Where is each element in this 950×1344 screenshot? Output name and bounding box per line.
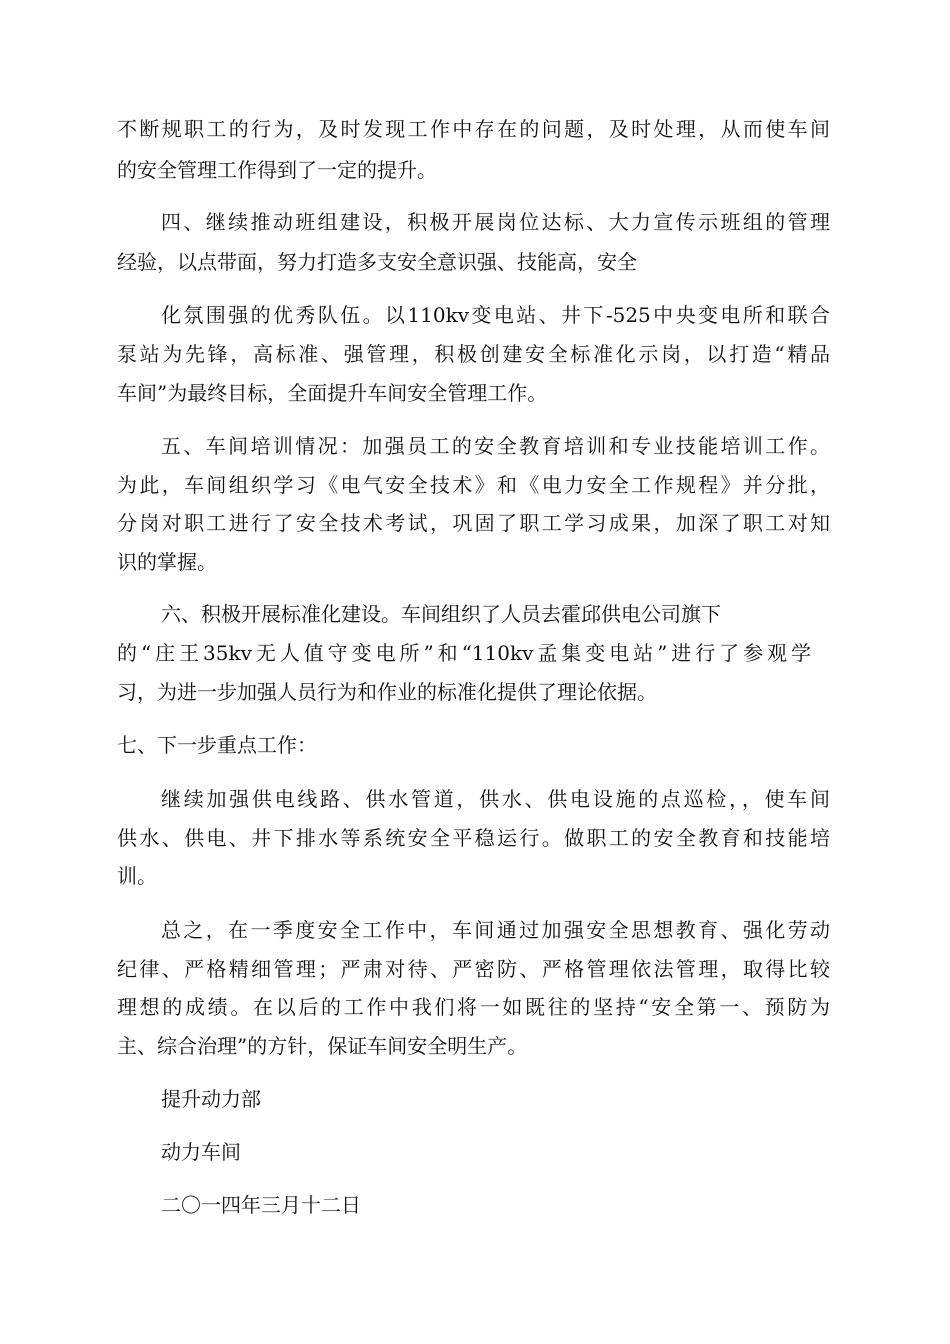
text-line: 泵站为先锋，高标准、强管理，积极创建安全标准化示岗，以打造“精品 xyxy=(117,342,830,366)
text-line: 纪律、严格精细管理；严肃对待、严密防、严格管理依法管理，取得比较 xyxy=(117,957,830,981)
text-line: 理想的成绩。在以后的工作中我们将一如既往的坚持“安全第一、预防为 xyxy=(117,995,830,1019)
text-line: 训。 xyxy=(117,864,157,888)
signature-department: 提升动力部 xyxy=(161,1087,261,1111)
text-line: 化氛围强的优秀队伍。以110kv变电站、井下-525中央变电所和联合 xyxy=(161,303,830,327)
text-line: 的“庄王35kv无人值守变电所”和“110kv孟集变电站”进行了参观学 xyxy=(117,641,811,665)
text-line: 主、综合治理”的方针，保证车间安全明生产。 xyxy=(117,1034,528,1058)
text-line: 为此，车间组织学习《电气安全技术》和《电力安全工作规程》并分批， xyxy=(117,473,830,497)
text-line: 四、继续推动班组建设，积极开展岗位达标、大力宣传示班组的管理 xyxy=(161,210,830,234)
signature-workshop: 动力车间 xyxy=(161,1140,241,1164)
text-line: 七、下一步重点工作： xyxy=(117,733,317,757)
text-line: 继续加强供电线路、供水管道，供水、供电设施的点巡检，，使车间 xyxy=(161,787,830,811)
text-line: 分岗对职工进行了安全技术考试，巩固了职工学习成果，加深了职工对知 xyxy=(117,511,830,535)
text-line: 识的掌握。 xyxy=(117,550,217,574)
text-line: 总之，在一季度安全工作中，车间通过加强安全思想教育、强化劳动 xyxy=(161,918,830,942)
text-line: 经验，以点带面，努力打造多支安全意识强、技能高，安全 xyxy=(117,250,637,274)
text-line: 的安全管理工作得到了一定的提升。 xyxy=(117,158,437,182)
text-line: 不断规职工的行为，及时发现工作中存在的问题，及时处理，从而使车间 xyxy=(117,117,830,141)
text-line: 习，为进一步加强人员行为和作业的标准化提供了理论依据。 xyxy=(117,680,657,704)
text-line: 五、车间培训情况：加强员工的安全教育培训和专业技能培训工作。 xyxy=(161,434,830,458)
text-line: 车间”为最终目标，全面提升车间安全管理工作。 xyxy=(117,381,548,405)
signature-date: 二〇一四年三月十二日 xyxy=(161,1193,361,1217)
text-line: 六、积极开展标准化建设。车间组织了人员去霍邱供电公司旗下 xyxy=(161,602,721,626)
text-line: 供水、供电、井下排水等系统安全平稳运行。做职工的安全教育和技能培 xyxy=(117,826,830,850)
